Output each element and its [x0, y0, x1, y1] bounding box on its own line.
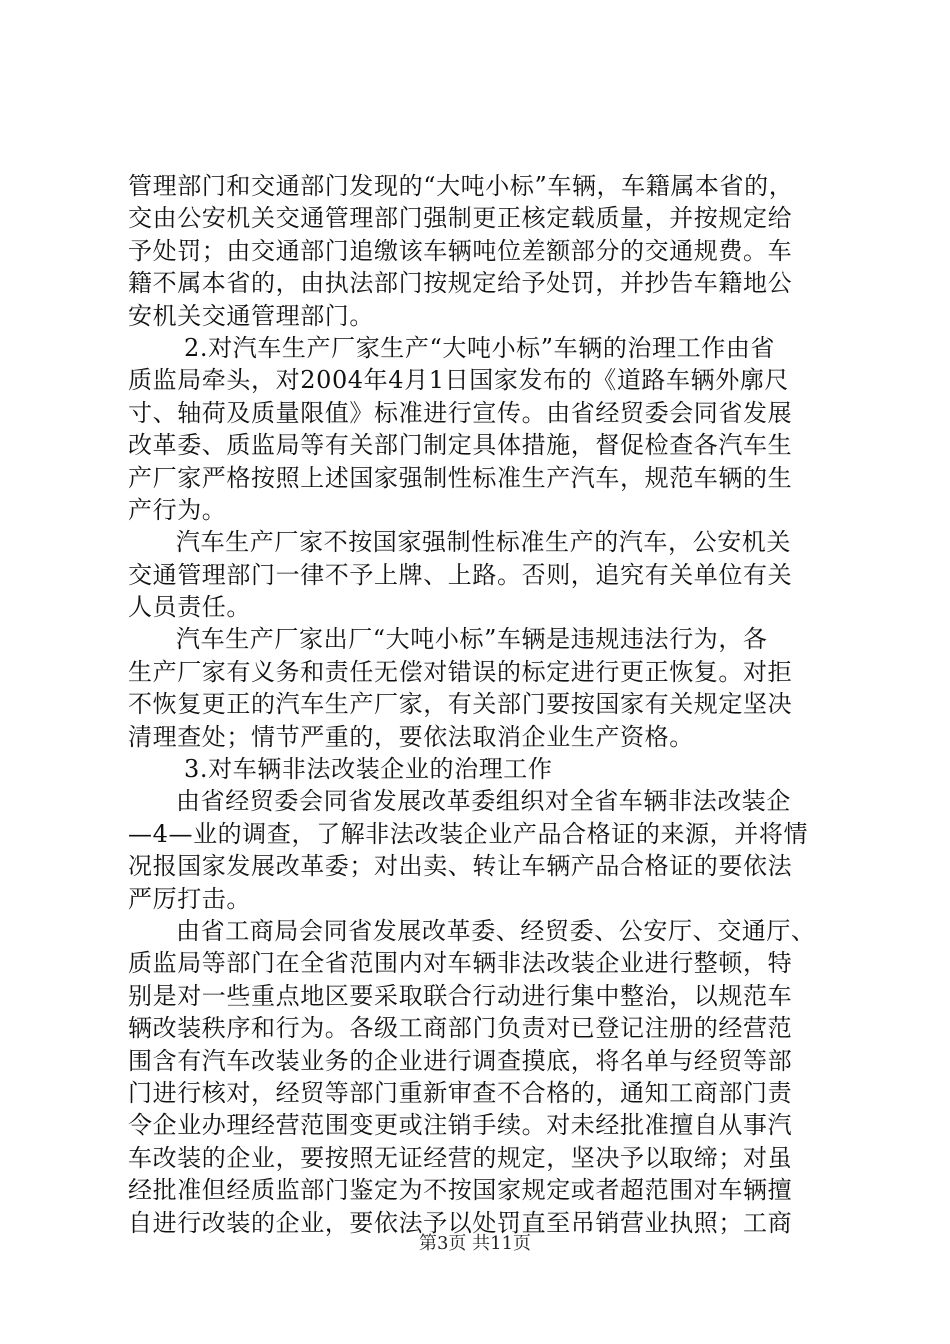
text-line: 交由公安机关交通管理部门强制更正核定载质量，并按规定给: [128, 204, 793, 233]
text-line: 不恢复更正的汽车生产厂家，有关部门要按国家有关规定坚决: [128, 690, 793, 719]
text-line: 人员责任。: [128, 593, 251, 622]
text-line: 予处罚；由交通部门追缴该车辆吨位差额部分的交通规费。车: [128, 236, 793, 265]
text-line: 管理部门和交通部门发现的“大吨小标”车辆，车籍属本省的，: [128, 172, 794, 200]
text-line: 辆改装秩序和行为。各级工商部门负责对已登记注册的经营范: [128, 1014, 793, 1043]
text-line: 寸、轴荷及质量限值》标准进行宣传。由省经贸委会同省发展: [128, 398, 793, 427]
text-line: 产行为。: [128, 495, 227, 524]
text-line: 门进行核对，经贸等部门重新审查不合格的，通知工商部门责: [128, 1078, 793, 1107]
paragraph-start: 由省工商局会同省发展改革委、经贸委、公安厅、交通厅、: [176, 916, 816, 945]
text-line: 车改装的企业，要按照无证经营的规定，坚决予以取缔；对虽: [128, 1143, 793, 1172]
text-line: 安机关交通管理部门。: [128, 301, 374, 330]
text-line: 自进行改装的企业，要依法予以处罚直至吊销营业执照；工商: [128, 1208, 793, 1237]
paragraph-start: 由省经贸委会同省发展改革委组织对全省车辆非法改装企: [176, 787, 791, 816]
section-heading-3: 3.对车辆非法改装企业的治理工作: [184, 755, 553, 784]
text-line: 经批准但经质监部门鉴定为不按国家规定或者超范围对车辆擅: [128, 1176, 793, 1205]
text-line: 严厉打击。: [128, 884, 251, 913]
text-line: 别是对一些重点地区要采取联合行动进行集中整治，以规范车: [128, 981, 793, 1010]
paragraph-start: 汽车生产厂家不按国家强制性标准生产的汽车，公安机关: [176, 528, 791, 557]
text-line: 改革委、质监局等有关部门制定具体措施，督促检查各汽车生: [128, 431, 793, 460]
text-line: —4—业的调查，了解非法改装企业产品合格证的来源，并将情: [128, 819, 809, 848]
section-heading-2: 2.对汽车生产厂家生产“大吨小标”车辆的治理工作由省: [184, 333, 776, 362]
paragraph-start: 汽车生产厂家出厂“大吨小标”车辆是违规违法行为，各: [176, 625, 768, 654]
text-line: 围含有汽车改装业务的企业进行调查摸底，将名单与经贸等部: [128, 1046, 793, 1075]
text-line: 籍不属本省的，由执法部门按规定给予处罚，并抄告车籍地公: [128, 269, 793, 298]
text-line: 质监局牵头，对2004年4月1日国家发布的《道路车辆外廓尺: [128, 366, 790, 395]
page-number-footer: 第3页 共11页: [418, 1233, 532, 1254]
body-text: [128, 170, 828, 1239]
text-line: 产厂家严格按照上述国家强制性标准生产汽车，规范车辆的生: [128, 463, 793, 492]
text-line: 令企业办理经营范围变更或注销手续。对未经批准擅自从事汽: [128, 1111, 793, 1140]
text-line: 生产厂家有义务和责任无偿对错误的标定进行更正恢复。对拒: [128, 657, 793, 686]
text-line: 况报国家发展改革委；对出卖、转让车辆产品合格证的要依法: [128, 852, 793, 881]
text-line: 清理查处；情节严重的，要依法取消企业生产资格。: [128, 722, 694, 751]
text-line: 质监局等部门在全省范围内对车辆非法改装企业进行整顿，特: [128, 949, 793, 978]
text-line: 交通管理部门一律不予上牌、上路。否则，追究有关单位有关: [128, 560, 793, 589]
